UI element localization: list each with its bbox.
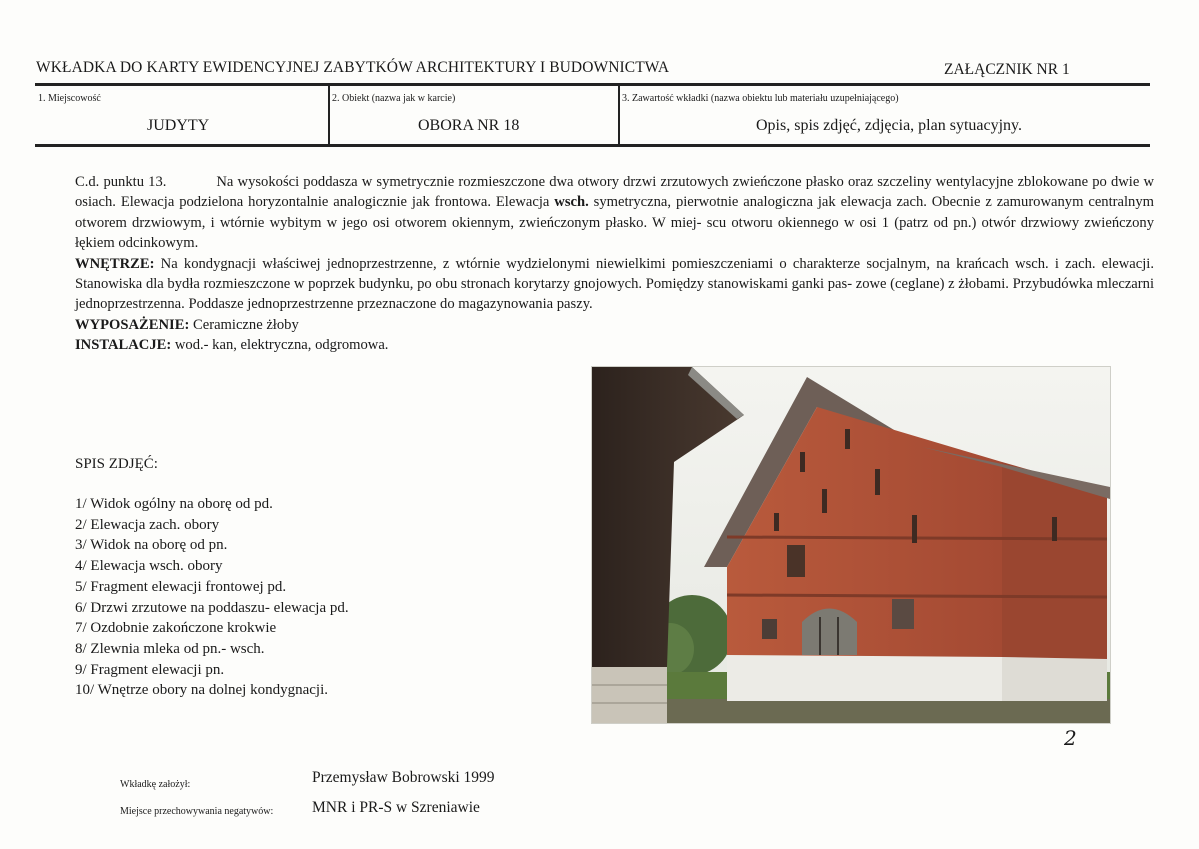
list-item: 5/ Fragment elewacji frontowej pd. bbox=[75, 578, 287, 595]
list-item: 8/ Zlewnia mleka od pn.- wsch. bbox=[75, 640, 265, 657]
photo-number: 2 bbox=[1064, 726, 1077, 750]
author-label: Wkładkę założył: bbox=[120, 779, 191, 790]
paragraph-text: symetryczna, pierwotnie analogiczna jak elewacja zach. Obecnie z zamurowanym centralnym otworem drzwiowym, i wtórnie wybitym w jego osi otworem okiennym, zwieńczonym płasko. W miej- scu otworu okiennego w osi 1 (patrz od pn.) otwór drzwiowy zwieńczony łękiem odcinkowym. bbox=[75, 194, 1154, 252]
equipment-paragraph bbox=[75, 315, 1154, 335]
list-item: 7/ Ozdobnie zakończone krokwie bbox=[75, 620, 277, 637]
storage-value: MNR i PR-S w Szreniawie bbox=[312, 799, 480, 816]
list-item: 1/ Widok ogólny na oborę od pd. bbox=[75, 496, 273, 512]
interior-paragraph bbox=[75, 254, 1154, 315]
photo-list-title: SPIS ZDJĘĆ: bbox=[75, 456, 158, 472]
installations-paragraph bbox=[75, 335, 1154, 355]
field-divider bbox=[618, 86, 620, 144]
document-title: WKŁADKA DO KARTY EWIDENCYJNEJ ZABYTKÓW ARCHITEKTURY I BUDOWNICTWA bbox=[36, 59, 670, 76]
continuation-label: C.d. punktu 13. bbox=[75, 174, 167, 190]
paragraph-emphasis: wsch. bbox=[554, 194, 589, 211]
barn-illustration bbox=[592, 367, 1110, 723]
description-paragraph bbox=[75, 172, 1154, 254]
equipment-text: Ceramiczne żłoby bbox=[189, 316, 299, 333]
list-item: 4/ Elewacja wsch. obory bbox=[75, 558, 223, 575]
locality-label: 1. Miejscowość bbox=[38, 93, 101, 104]
content-value: Opis, spis zdjęć, zdjęcia, plan sytuacyjny. bbox=[756, 117, 1022, 134]
interior-label: WNĘTRZE: bbox=[75, 255, 155, 272]
list-item: 6/ Drzwi zrzutowe na poddaszu- elewacja pd. bbox=[75, 599, 349, 616]
interior-text: Na kondygnacji właściwej jednoprzestrzenne, z wtórnie wydzielonymi niewielkimi pomieszczeniami o charakterze socjalnym, na krańcach wsch. i zach. elewacji. Stanowiska dla bydła rozmieszczone w poprzek budynku, po obu stronach korytarzy gnojowych. Pomiędzy stanowiskami ganki pas- zowe (ceglane) z żłobami. Przybudówka mleczarni jednoprzestrzenna. Poddasze jednoprzestrzenne przeznaczone do magazynowania paszy. bbox=[75, 255, 1154, 313]
equipment-label: WYPOSAŻENIE: bbox=[75, 316, 190, 333]
field-divider bbox=[328, 86, 330, 144]
installations-text: wod.- kan, elektryczna, odgromowa. bbox=[171, 337, 389, 354]
author-value: Przemysław Bobrowski 1999 bbox=[312, 769, 495, 786]
content-label: 3. Zawartość wkładki (nazwa obiektu lub materiału uzupełniającego) bbox=[622, 93, 899, 104]
locality-value: JUDYTY bbox=[147, 117, 210, 134]
list-item: 10/ Wnętrze obory na dolnej kondygnacji. bbox=[75, 682, 328, 699]
storage-label: Miejsce przechowywania negatywów: bbox=[120, 806, 274, 817]
list-item: 9/ Fragment elewacji pn. bbox=[75, 661, 225, 678]
photo-list bbox=[75, 494, 349, 701]
barn-photograph bbox=[591, 366, 1111, 724]
header-bottom-rule bbox=[35, 144, 1150, 147]
header-top-rule bbox=[35, 83, 1150, 86]
object-value: OBORA NR 18 bbox=[418, 117, 520, 134]
list-item: 3/ Widok na oborę od pn. bbox=[75, 537, 228, 554]
installations-label: INSTALACJE: bbox=[75, 337, 172, 354]
object-label: 2. Obiekt (nazwa jak w karcie) bbox=[332, 93, 456, 104]
list-item: 2/ Elewacja zach. obory bbox=[75, 516, 220, 533]
paragraph-text: Na wysokości poddasza w symetrycznie rozmieszczone dwa otwory drzwi zrzutowych zwieńczone płasko oraz szczeliny wentylacyjne zblokowane po dwie w osiach. Elewacja podzielona horyzontalnie analogicznie jak frontowa. Elewacja bbox=[75, 174, 1154, 211]
description-text bbox=[75, 172, 1154, 356]
annex-label: ZAŁĄCZNIK NR 1 bbox=[944, 61, 1070, 78]
